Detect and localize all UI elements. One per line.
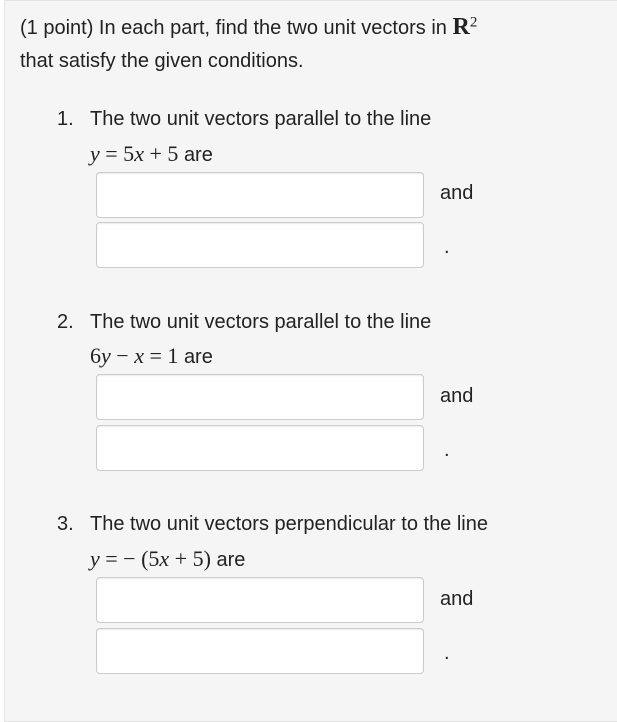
answer-input-2a[interactable] <box>96 374 424 420</box>
answer-input-1b[interactable] <box>96 222 424 268</box>
equation: 6y − x = 1 are <box>90 343 213 368</box>
and-label: and <box>440 182 474 204</box>
intro-line2: that satisfy the given conditions. <box>20 50 304 72</box>
part-number: 2. <box>57 311 74 333</box>
period: . <box>444 439 450 461</box>
answer-input-1a[interactable] <box>96 172 424 218</box>
answer-input-3a[interactable] <box>96 577 424 623</box>
period: . <box>444 236 450 258</box>
part-text: The two unit vectors parallel to the line <box>90 108 432 130</box>
and-label: and <box>440 385 474 407</box>
part-number: 3. <box>57 513 74 535</box>
equation: y = − (5x + 5) are <box>90 546 246 571</box>
part-number: 1. <box>57 108 74 130</box>
and-label: and <box>440 588 474 610</box>
period: . <box>444 642 450 664</box>
answer-input-2b[interactable] <box>96 425 424 471</box>
intro-line1: (1 point) In each part, find the two unit vectors in $R^2$ <box>20 14 478 40</box>
part-text: The two unit vectors parallel to the line <box>90 311 432 333</box>
answer-input-3b[interactable] <box>96 628 424 674</box>
part-text: The two unit vectors perpendicular to the line <box>90 513 488 535</box>
equation: y = 5x + 5 are <box>90 141 213 166</box>
